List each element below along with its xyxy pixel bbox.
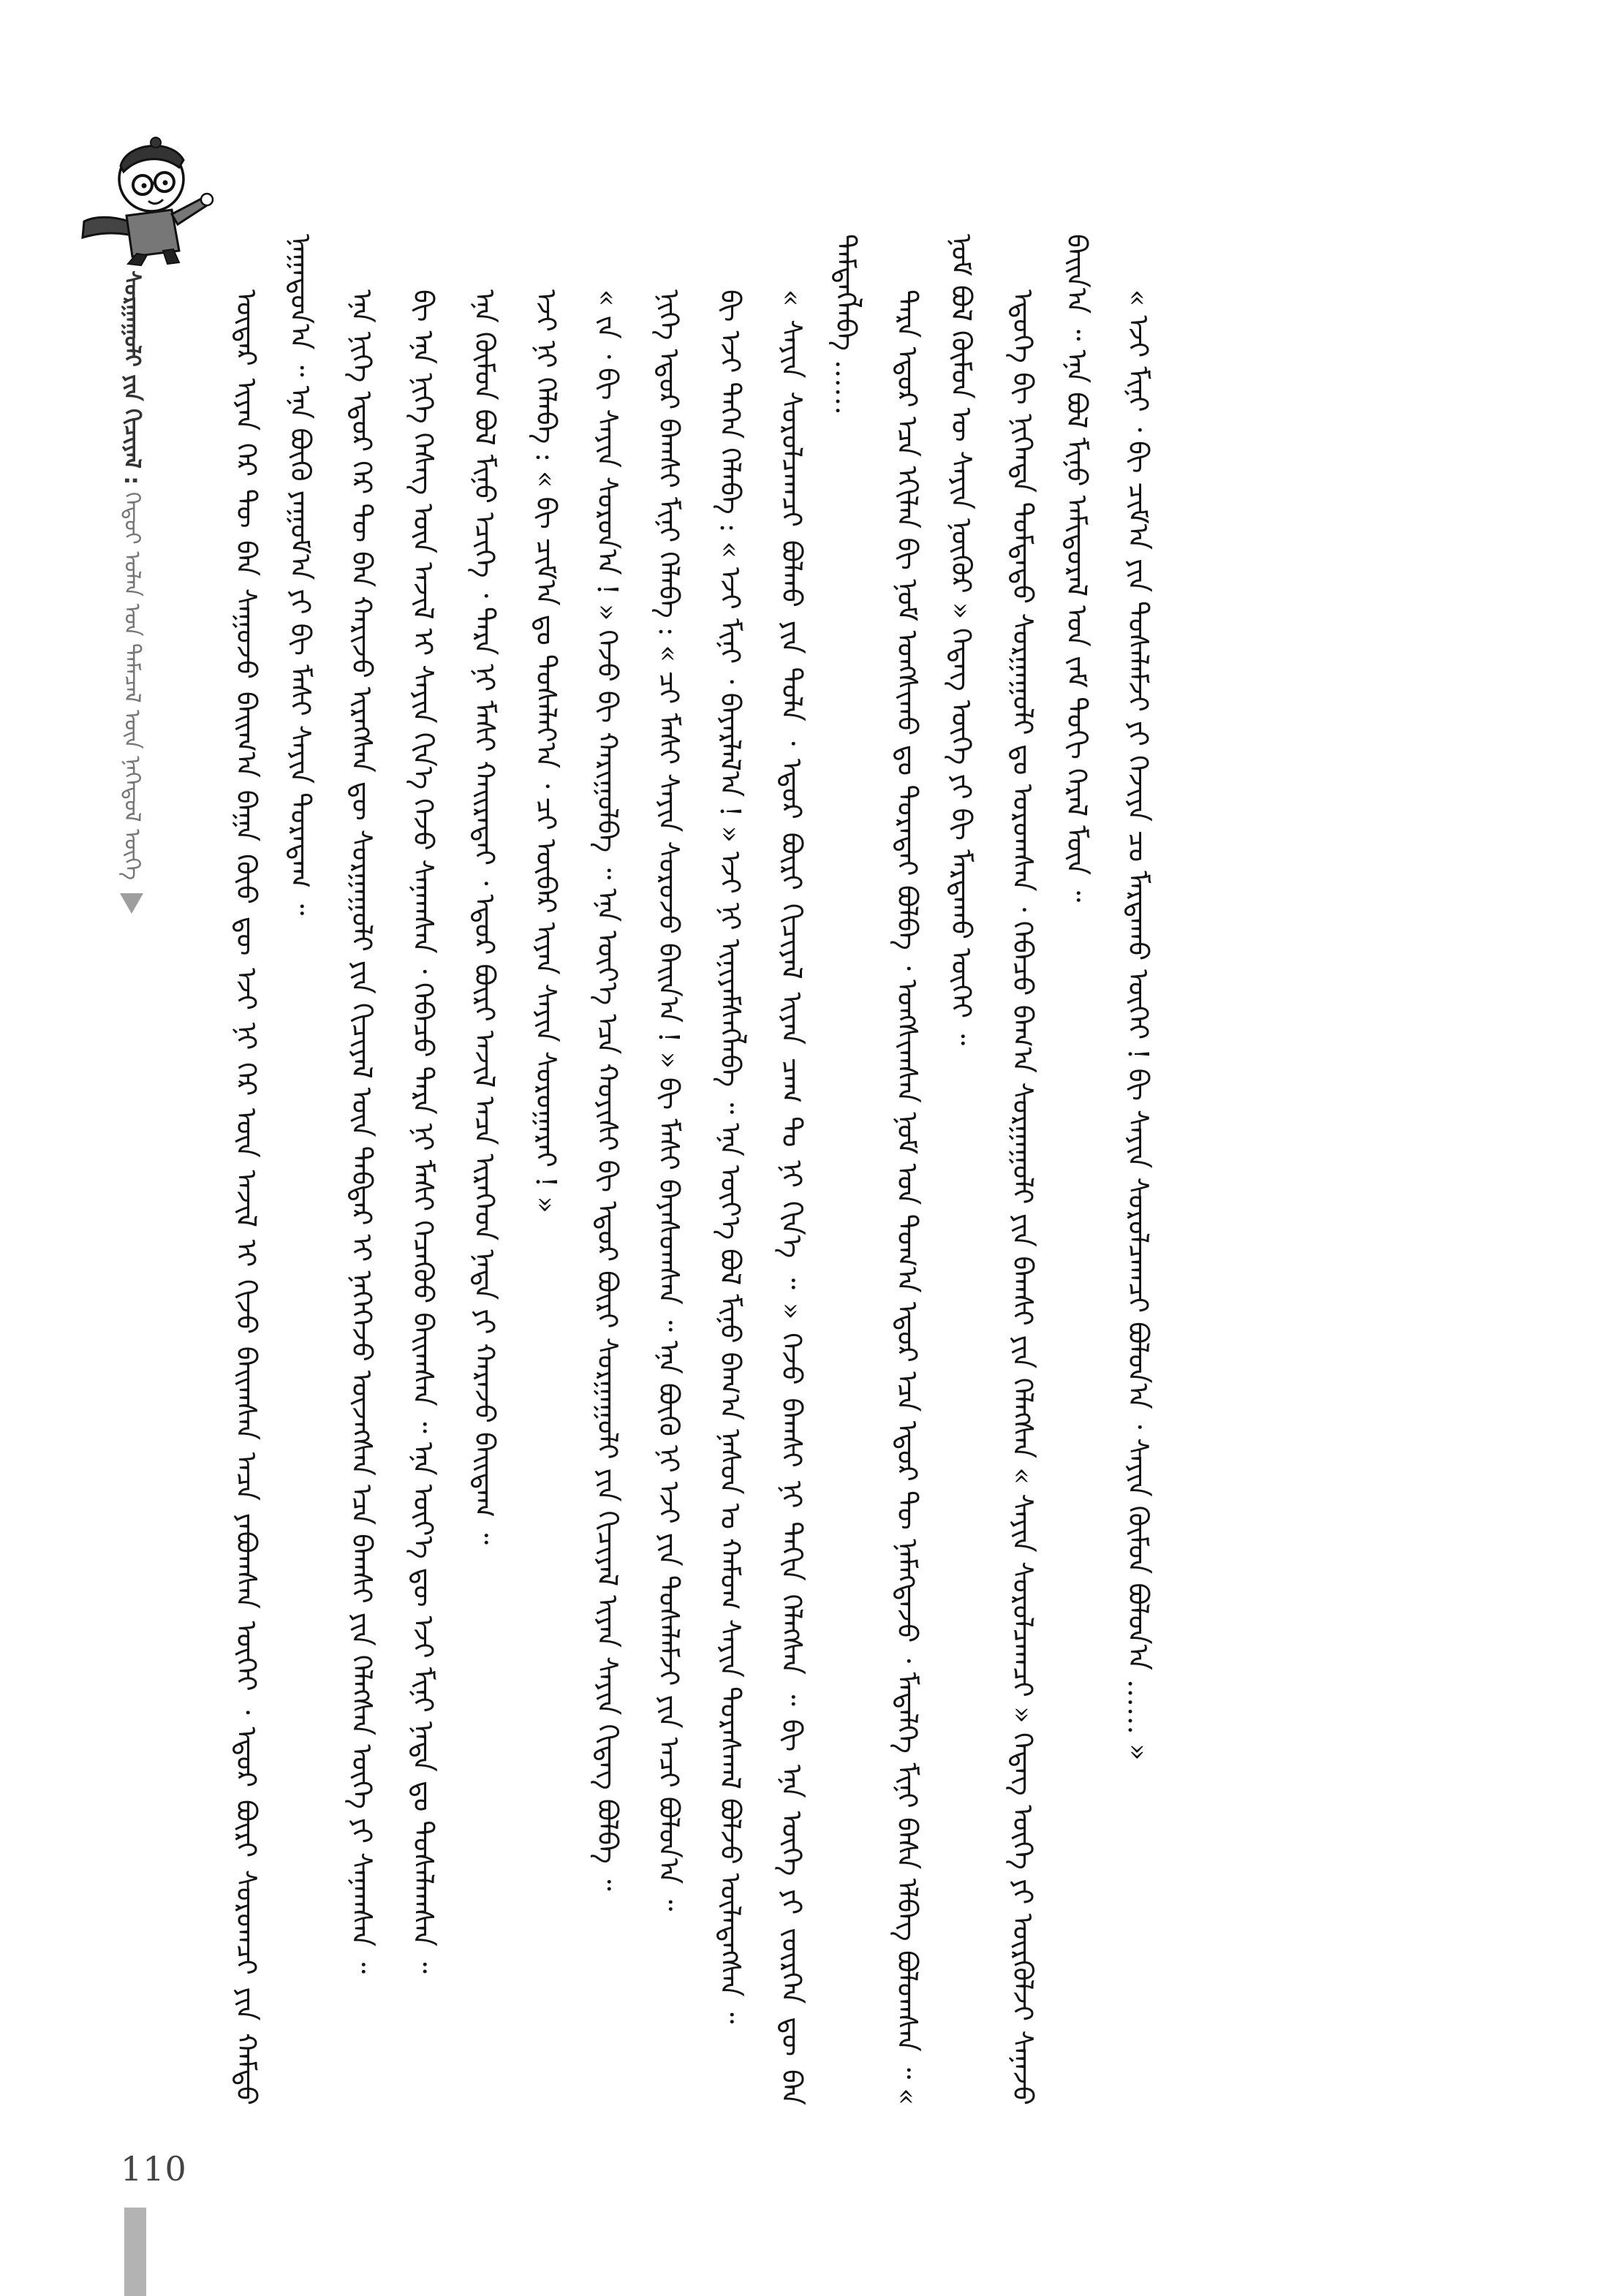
- paragraph: « ᠰᠠᠶᠢᠨ ᠰᠤᠷᠤᠯᠴᠠᠭᠴᠢ ᠪᠣᠯᠬᠤ ᠶᠢᠨ ᠲᠤᠯᠠ ᠂ ᠡᠳᠦᠷ ᠪᠦᠷᠢ ᠬᠢᠴᠢᠶᠡᠯ ᠢᠶᠡᠨ ᠴᠠᠭ ᠲᠤ ᠨᠢ ᠬᠢᠨ᠎ᠡ ᠃ » ᠭᠡᠵᠦ ᠪᠠᠭᠰᠢ ᠨᠢ ᠳᠠᠬᠢᠨ ᠬᠡᠯᠡᠭᠰᠡᠨ ᠃ ᠪᠢ ᠡᠨᠡ ᠦᠭᠡ ᠶᠢ ᠵᠦᠷᠬᠡᠨ ᠳᠦ ᠪᠠᠨ ᠲᠡᠮᠳᠡᠭᠯᠡᠪᠡ ……: [776, 234, 862, 2105]
- cartoon-boy-with-glasses-and-scarf-icon: [69, 128, 223, 267]
- paragraph: ᠲᠡᠷᠡ ᠡᠳᠦᠷ ᠡᠴᠡ ᠡᠬᠢᠯᠡᠨ ᠪᠢ ᠨᠣᠮ ᠤᠩᠰᠢᠬᠤ ᠳᠤ ᠳᠤᠷᠠᠲᠠᠢ ᠪᠣᠯᠪᠠ ᠂ ᠤᠩᠰᠢᠭᠰᠠᠨ ᠨᠣᠮ ᠤᠨ ᠲᠣᠭ᠎ᠠ ᠡᠳᠦᠷ ᠡᠴᠡ ᠡᠳᠦᠷ ᠲᠦ ᠨᠡᠮᠡᠭᠳᠡᠵᠦ ᠂ ᠮᠡᠳᠡᠯᠭᠡ ᠮᠢᠨᠢ ᠪᠠᠰᠠ ᠡᠯᠪᠡᠭ ᠪᠣᠯᠤᠭᠰᠠᠨ ᠃ « ᠨᠣᠮ ᠪᠣᠯ ᠬᠦᠮᠦᠨ ᠦ ᠰᠠᠶᠢᠨ ᠨᠥᠬᠦᠷ » ᠭᠡᠳᠡᠭ ᠦᠭᠡ ᠶᠢ ᠪᠢ ᠮᠠᠷᠲᠠᠬᠤ ᠦᠭᠡᠢ ᠃: [891, 234, 977, 2105]
- header-text: [116, 270, 148, 880]
- body-text: [219, 234, 1418, 2105]
- header-title: ᠬᠡᠳᠦᠢ ᠤᠯᠠᠨ ᠤᠨ ᠲᠡᠮᠡᠴᠡᠯ ᠦᠨ ᠨᠡᠭᠡᠳᠦᠯ ᠦᠭᠡ: [119, 491, 145, 881]
- paragraph: ᠪᠢ ᠡᠵᠢ ᠳᠡᠭᠡᠨ ᠬᠡᠯᠡᠪᠡ : « ᠡᠵᠢ ᠮᠢᠨᠢ ᠂ ᠪᠠᠶᠠᠷᠯᠠᠯ᠎ᠠ ! » ᠡᠵᠢ ᠨᠢ ᠢᠨᠢᠶᠡᠮᠰᠡᠭᠯᠡᠪᠡ ᠃ ᠡᠨᠡ ᠦᠶ᠎ᠡ ᠪᠣᠯ ᠮᠢᠨᠦ ᠪᠠᠭ᠎ᠠ ᠨᠠᠰᠤᠨ ᠤ ᠬᠠᠮᠤᠭ ᠰᠠᠶᠢᠨ ᠳᠤᠷᠠᠰᠬᠠᠯ ᠪᠣᠯᠵᠤ ᠦᠯᠡᠳᠡᠭᠰᠡᠨ ᠃: [714, 289, 746, 2024]
- paragraph: ᠦᠳᠡᠷ ᠢᠶᠡᠨ ᠭᠡᠷ ᠲᠦ ᠪᠠᠨ ᠰᠠᠭᠤᠵᠤ ᠪᠠᠢᠭ᠎ᠠ ᠪᠠᠭᠠ ᠬᠦᠦ ᠳᠦ ᠡᠵᠢ ᠨᠢ ᠭᠡᠷ ᠦᠨ ᠠᠵᠢᠯ ᠢ ᠬᠢᠵᠦ ᠪᠠᠢᠭᠰᠠᠨ ᠠᠴᠠ ᠶᠠᠪᠤᠭᠰᠠᠨ ᠦᠭᠡᠢ ᠂ ᠡᠳᠦᠷ ᠪᠦᠷᠢ ᠰᠤᠷᠤᠭᠴᠢ ᠶᠢᠨ ᠬᠠᠮᠲᠤ ᠨᠠᠭᠠᠳᠤᠨ᠎ᠠ ᠃ ᠡᠨᠡ ᠪᠦᠬᠦ ᠶᠠᠭᠤᠮ᠎ᠠ ᠶᠢ ᠪᠢ ᠮᠠᠰᠢ ᠰᠠᠶᠢᠨ ᠳᠤᠷᠠᠳᠠᠭ ᠃: [230, 234, 317, 2105]
- paragraph: ᠡᠵᠢ ᠨᠢ ᠬᠡᠯᠡᠪᠡ : « ᠪᠢ ᠴᠢᠮ᠎ᠠ ᠳᠤ ᠲᠤᠰᠠᠯᠠᠶ᠎ᠠ ᠂ ᠴᠢ ᠦᠪᠡᠷ ᠢᠶᠡᠨ ᠰᠠᠶᠢᠨ ᠰᠤᠷᠤᠭᠠᠷᠠᠢ ! »: [530, 289, 562, 1213]
- paragraph: ᠪᠢ ᠡᠨᠡ ᠨᠢᠭᠡ ᠬᠡᠰᠡᠭ ᠦᠨ ᠠᠵᠢᠯ ᠢ ᠰᠠᠶᠢᠨ ᠬᠢᠨ᠎ᠡ ᠭᠡᠵᠦ ᠰᠠᠨᠠᠭᠰᠠᠨ ᠂ ᠭᠡᠪᠡᠴᠦ ᠲᠡᠷᠡ ᠨᠢ ᠮᠠᠰᠢ ᠬᠡᠴᠡᠭᠦᠦ ᠪᠠᠢᠭᠰᠠᠨ ᠃ ᠡᠨᠡ ᠦᠶ᠎ᠡ ᠳᠦ ᠡᠵᠢ ᠮᠢᠨᠢ ᠨᠠᠳᠠ ᠳᠤ ᠲᠤᠰᠠᠯᠠᠭᠰᠠᠨ ᠃: [407, 289, 439, 1974]
- paragraph: ᠡᠨᠡ ᠬᠦᠮᠦᠨ ᠪᠣᠯ ᠮᠢᠨᠦ ᠡᠴᠢᠭᠡ ᠂ ᠲᠡᠷᠡ ᠨᠢ ᠮᠠᠰᠢ ᠬᠠᠢᠷᠠᠲᠠᠢ ᠂ ᠡᠳᠦᠷ ᠪᠦᠷᠢ ᠠᠵᠢᠯ ᠠᠴᠠ ᠢᠷᠡᠭᠡᠳ ᠨᠠᠳᠠ ᠶᠢ ᠬᠠᠷᠠᠵᠤ ᠪᠠᠢᠳᠠᠭ ᠃: [469, 289, 501, 1545]
- paragraph: ᠡᠳᠦᠭᠡ ᠪᠢ ᠨᠢᠭᠡᠨᠳᠡ ᠳᠤᠮᠳᠠᠳᠤ ᠰᠤᠷᠭᠠᠭᠤᠯᠢ ᠳᠤ ᠣᠷᠤᠭᠰᠠᠨ ᠂ ᠭᠡᠪᠡᠴᠦ ᠪᠠᠭ᠎ᠠ ᠰᠤᠷᠭᠠᠭᠤᠯᠢ ᠶᠢᠨ ᠪᠠᠭᠰᠢ ᠶᠢᠨ ᠬᠡᠯᠡᠭᠰᠡᠨ « ᠰᠠᠶᠢᠨ ᠰᠤᠷᠤᠯᠴᠠᠭᠴᠢ » ᠭᠡᠳᠡᠭ ᠦᠭᠡ ᠶᠢ ᠦᠷᠭᠦᠯᠵᠢ ᠰᠠᠨᠠᠵᠤ ᠪᠠᠢᠨ᠎ᠠ ᠃ ᠡᠨᠡ ᠪᠣᠯ ᠮᠢᠨᠦ ᠠᠮᠢᠳᠤᠷᠠᠯ ᠤᠨ ᠵᠠᠮ ᠳᠤᠬᠢ ᠭᠡᠷᠡᠯ ᠮᠥᠨ ᠃: [1007, 234, 1093, 2105]
- paragraph: « ᠵᠠ ᠂ ᠪᠢ ᠰᠠᠶᠢᠨ ᠰᠤᠷᠤᠨ᠎ᠠ ! » ᠭᠡᠵᠦ ᠪᠢ ᠬᠠᠷᠢᠭᠤᠯᠪᠠ ᠃ ᠡᠨᠡ ᠦᠶ᠎ᠡ ᠡᠴᠡ ᠬᠣᠶᠢᠰᠢ ᠪᠢ ᠡᠳᠦᠷ ᠪᠦᠷᠢ ᠰᠤᠷᠭᠠᠭᠤᠯᠢ ᠶᠢᠨ ᠬᠢᠴᠢᠶᠡᠯ ᠢᠶᠡᠨ ᠰᠠᠶᠢᠨ ᠬᠢᠳᠡᠭ ᠪᠣᠯᠪᠠ ᠃: [591, 289, 624, 1891]
- paragraph: ᠡᠨᠡ ᠨᠢᠭᠡ ᠡᠳᠦᠷ ᠭᠡᠷ ᠲᠦ ᠪᠠᠨ ᠬᠠᠷᠢᠵᠤ ᠢᠷᠡᠭᠰᠡᠨ ᠳᠦ ᠰᠤᠷᠭᠠᠭᠤᠯᠢ ᠶᠢᠨ ᠬᠢᠴᠢᠶᠡᠯ ᠦᠨ ᠳᠡᠪᠲᠡᠷ ᠢ ᠨᠡᠭᠡᠭᠡᠵᠦ ᠦᠵᠡᠭᠰᠡᠨ ᠡᠴᠡ ᠪᠠᠭᠰᠢ ᠶᠢᠨ ᠬᠡᠯᠡᠭᠰᠡᠨ ᠦᠭᠡ ᠶᠢ ᠰᠠᠨᠠᠭᠰᠠᠨ ᠃: [346, 289, 378, 1974]
- header-part-label: ᠰᠤᠷᠭᠠᠭᠤᠯᠢ ᠶᠢᠨ ᠬᠢᠴᠢᠶᠡᠯ :: [119, 270, 145, 485]
- triangle-down-icon: [120, 893, 143, 914]
- paragraph: ᠨᠢᠭᠡ ᠡᠳᠦᠷ ᠪᠠᠭᠰᠢ ᠮᠢᠨᠢ ᠬᠡᠯᠡᠪᠡ : « ᠴᠢ ᠮᠠᠰᠢ ᠰᠠᠶᠢᠨ ᠰᠤᠷᠤᠵᠤ ᠪᠠᠢᠨ᠎ᠠ ! » ᠪᠢ ᠮᠠᠰᠢ ᠪᠠᠶᠠᠰᠤᠭᠰᠠᠨ ᠃ ᠡᠨᠡ ᠪᠦᠬᠦ ᠨᠢ ᠡᠵᠢ ᠶᠢᠨ ᠲᠤᠰᠠᠯᠠᠮᠵᠢ ᠶᠢᠨ ᠠᠴᠢ ᠪᠣᠯᠤᠨ᠎ᠠ ᠃: [653, 289, 685, 1912]
- edge-tab: [124, 2208, 146, 2296]
- page-number: 110: [121, 2149, 187, 2189]
- running-header: [110, 270, 154, 1133]
- paragraph: « ᠡᠵᠢ ᠮᠢᠨᠢ ᠂ ᠪᠢ ᠴᠢᠮ᠎ᠠ ᠶᠢᠨ ᠲᠤᠰᠠᠯᠠᠮᠵᠢ ᠶᠢ ᠬᠡᠵᠢᠶᠡ ᠴᠤ ᠮᠠᠷᠲᠠᠬᠤ ᠦᠭᠡᠢ ! ᠪᠢ ᠰᠠᠶᠢᠨ ᠰᠤᠷᠤᠯᠴᠠᠭᠴᠢ ᠪᠣᠯᠤᠨ᠎ᠠ ᠂ ᠰᠠᠶᠢᠨ ᠬᠦᠮᠦᠨ ᠪᠣᠯᠤᠨ᠎ᠠ …… »: [1122, 289, 1154, 1761]
